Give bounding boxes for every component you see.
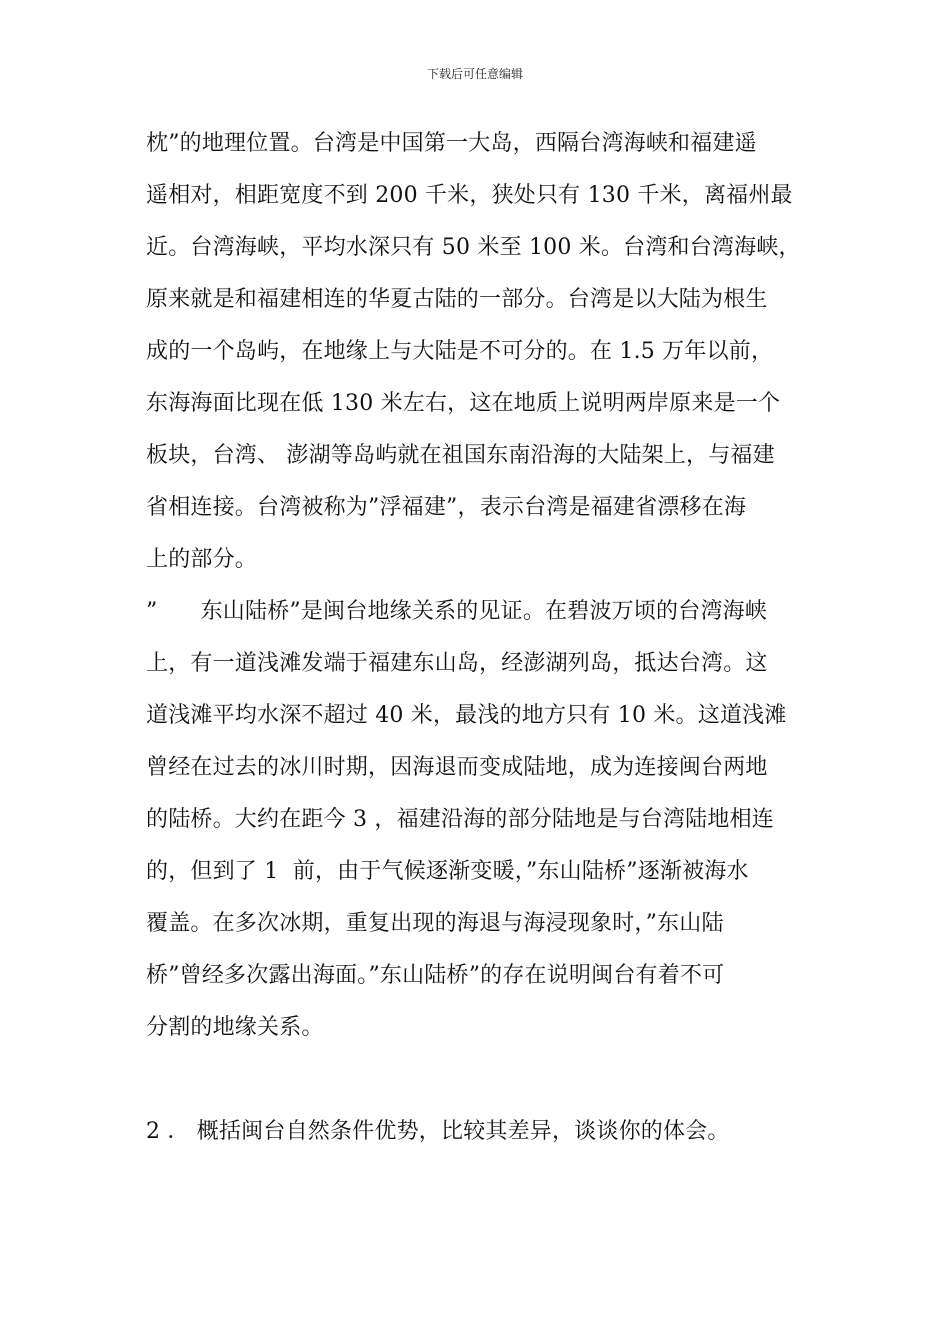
text-line: 原来就是和福建相连的华夏古陆的一部分。台湾是以大陆为根生 <box>146 287 768 312</box>
text-line: 覆盖。在多次冰期，重复出现的海退与海浸现象时，”东山陆 <box>146 911 724 936</box>
text-line: 道浅滩平均水深不超过 40 米，最浅的地方只有 10 米。这道浅滩 <box>146 703 787 728</box>
paragraph-dongshan-land-bridge <box>146 586 826 1054</box>
text-line: 上的部分。 <box>146 547 258 572</box>
text-line: 的，但到了 1 前，由于气候逐渐变暖，”东山陆桥”逐渐被海水 <box>146 859 749 884</box>
text-line: ” 东山陆桥”是闽台地缘关系的见证。在碧波万顷的台湾海峡 <box>146 599 768 624</box>
body-text <box>146 118 826 1158</box>
text-line: 曾经在过去的冰川时期，因海退而变成陆地，成为连接闽台两地 <box>146 755 768 780</box>
text-line: 板块，台湾、 澎湖等岛屿就在祖国东南沿海的大陆架上，与福建 <box>146 443 775 468</box>
text-line: 成的一个岛屿，在地缘上与大陆是不可分的。在 1.5 万年以前， <box>146 339 774 364</box>
text-line: 枕”的地理位置。台湾是中国第一大岛，西隔台湾海峡和福建遥 <box>146 131 757 156</box>
blank-line <box>146 1054 826 1106</box>
text-line: 上，有一道浅滩发端于福建东山岛，经澎湖列岛，抵达台湾。这 <box>146 651 768 676</box>
question-text: 2 ． 概括闽台自然条件优势，比较其差异，谈谈你的体会。 <box>146 1119 730 1144</box>
text-line: 遥相对，相距宽度不到 200 千米，狭处只有 130 千米，离福州最 <box>146 183 793 208</box>
text-line: 分割的地缘关系。 <box>146 1015 324 1040</box>
text-line: 近。台湾海峡，平均水深只有 50 米至 100 米。台湾和台湾海峡， <box>146 235 801 260</box>
paragraph-geography <box>146 118 826 586</box>
text-line: 桥”曾经多次露出海面。”东山陆桥”的存在说明闽台有着不可 <box>146 963 725 988</box>
page-header: 下载后可任意编辑 <box>426 67 523 81</box>
text-line: 的陆桥。大约在距今 3 ，福建沿海的部分陆地是与台湾陆地相连 <box>146 807 774 832</box>
text-line: 省相连接。台湾被称为”浮福建”，表示台湾是福建省漂移在海 <box>146 495 747 520</box>
text-line: 东海海面比现在低 130 米左右，这在地质上说明两岸原来是一个 <box>146 391 781 416</box>
